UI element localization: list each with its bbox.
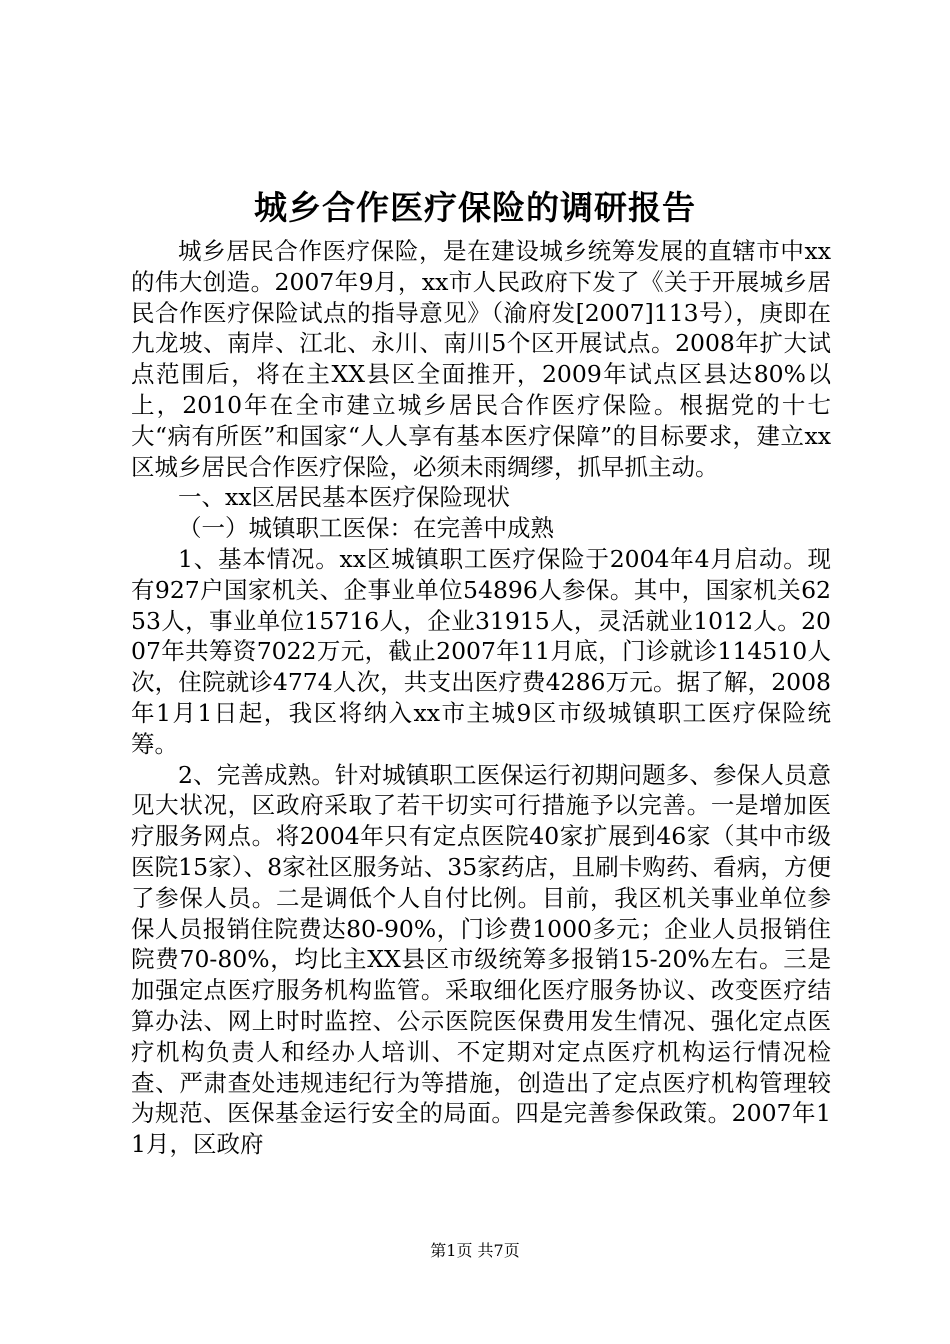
improvement-paragraph: 2、完善成熟。针对城镇职工医保运行初期问题多、参保人员意见大状况，区政府采取了若干切实可行措施予以完善。一是增加医疗服务网点。将2004年只有定点医院40家扩展到46家（其中市级医院15家）、8家社区服务站、35家药店，且刷卡购药、看病，方便了参保人员。二是调低个人自付比例。目前，我区机关事业单位参保人员报销住院费达80-90%，门诊费1000多元；企业人员报销住院费70-80%，均比主XX县区市级统筹多报销15-20%左右。三是加强定点医疗服务机构监管。采取细化医疗服务协议、改变医疗结算办法、网上时时监控、公示医院医保费用发生情况、强化定点医疗机构负责人和经办人培训、不定期对定点医疗机构运行情况检查、严肃查处违规违纪行为等措施，创造出了定点医疗机构管理较为规范、医保基金运行安全的局面。四是完善参保政策。2007年11月，区政府 (131, 760, 831, 1159)
document-body (131, 236, 831, 1160)
page-number-footer: 第1页 共7页 (430, 1241, 520, 1260)
basic-situation-paragraph: 1、基本情况。xx区城镇职工医疗保险于2004年4月启动。现有927户国家机关、企事业单位54896人参保。其中，国家机关6253人，事业单位15716人，企业31915人，灵活就业1012人。2007年共筹资7022万元，截止2007年11月底，门诊就诊114510人次，住院就诊4774人次，共支出医疗费4286万元。据了解，2008年1月1日起，我区将纳入xx市主城9区市级城镇职工医疗保险统筹。 (131, 544, 831, 758)
subsection-heading: （一）城镇职工医保：在完善中成熟 (178, 514, 554, 543)
section-heading: 一、xx区居民基本医疗保险现状 (178, 483, 511, 512)
document-title: 城乡合作医疗保险的调研报告 (254, 188, 696, 227)
intro-paragraph: 城乡居民合作医疗保险，是在建设城乡统筹发展的直辖市中xx的伟大创造。2007年9月，xx市人民政府下发了《关于开展城乡居民合作医疗保险试点的指导意见》（渝府发[2007]113号），庚即在九龙坡、南岸、江北、永川、南川5个区开展试点。2008年扩大试点范围后，将在主XX县区全面推开，2009年试点区县达80%以上，2010年在全市建立城乡居民合作医疗保险。根据党的十七大“病有所医”和国家“人人享有基本医疗保障”的目标要求，建立xx区城乡居民合作医疗保险，必须未雨绸缪，抓早抓主动。 (131, 237, 831, 481)
